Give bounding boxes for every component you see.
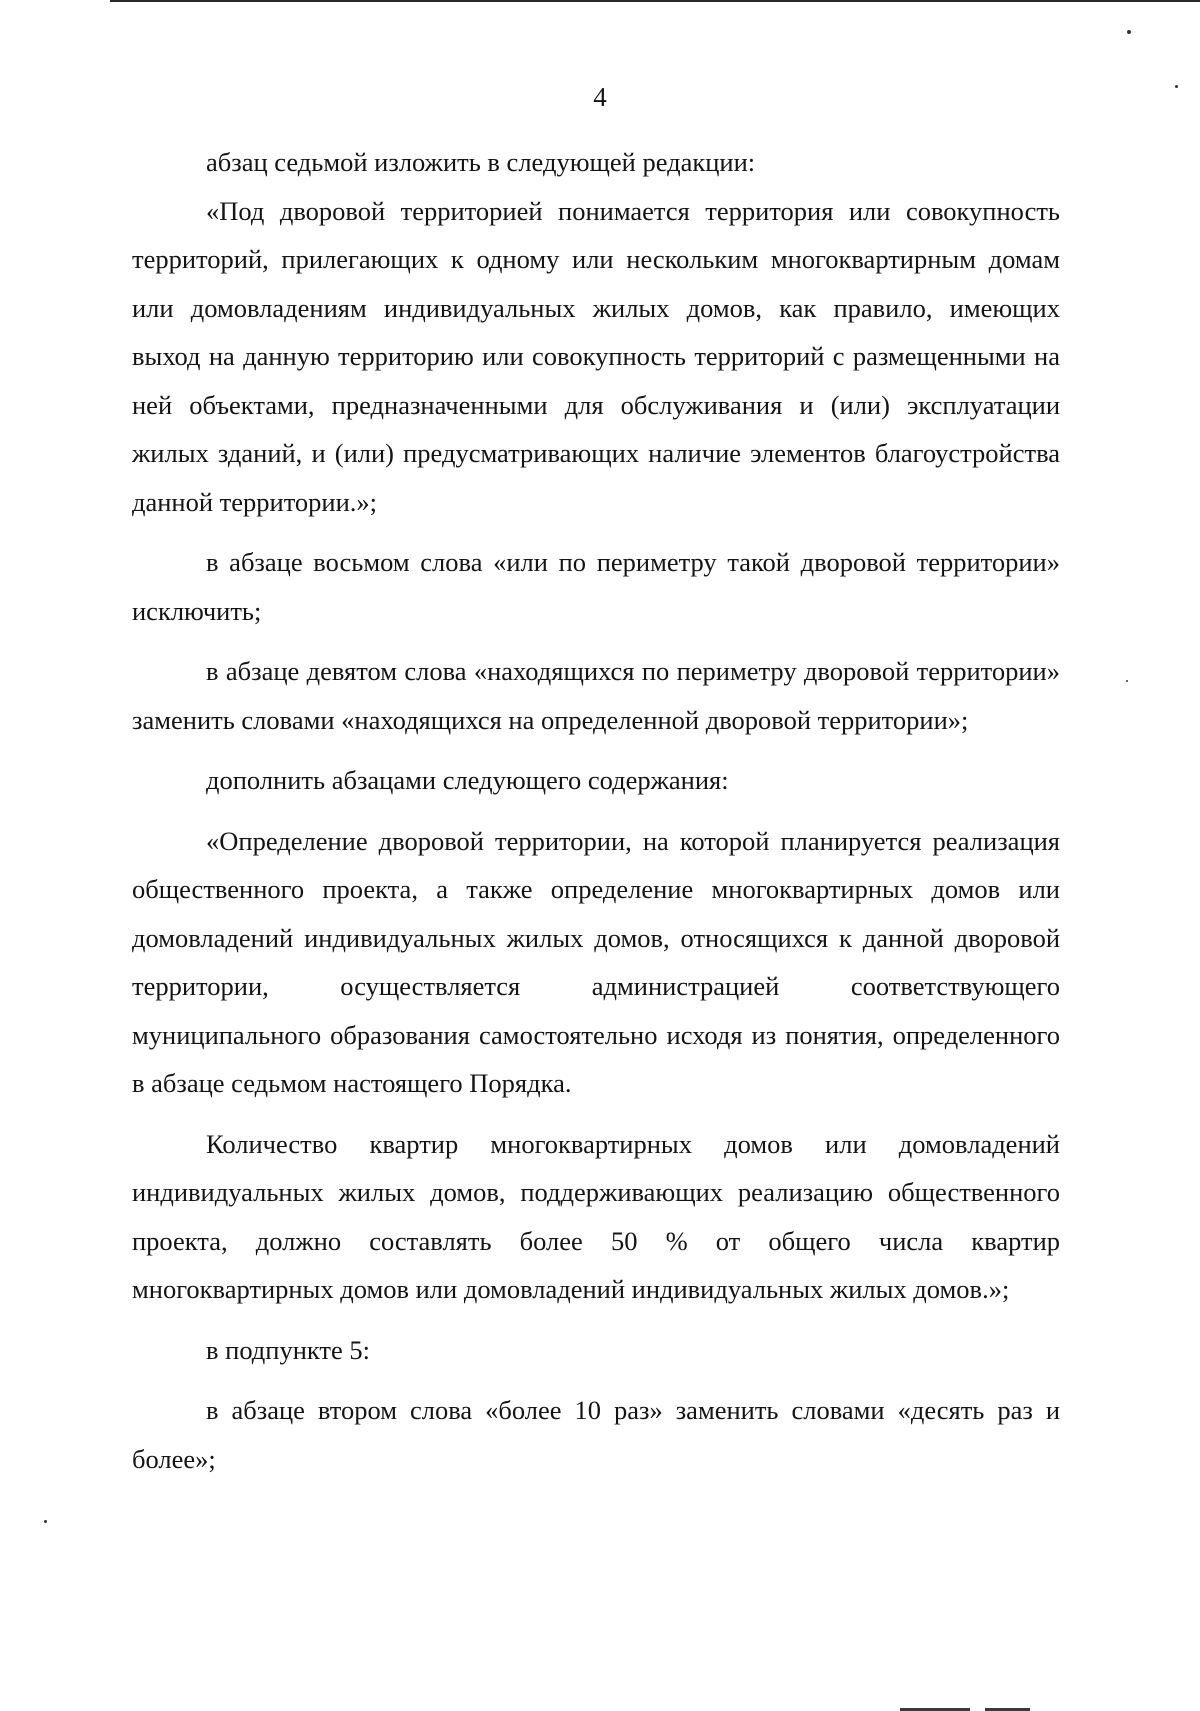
scan-speck — [44, 1520, 47, 1523]
paragraph-7: Количество квартир многоквартирных домов или домовладений индивидуальных жилых домов, поддерживающих реализацию общественного проекта, должно составлять более 50 % от общего числа квартир многоквартирных домов или домовладений индивидуальных жилых домов.»; — [132, 1128, 1060, 1304]
scan-speck — [1175, 85, 1178, 88]
paragraph-5: дополнить абзацами следующего содержания: — [206, 765, 729, 795]
scan-speck — [1126, 680, 1128, 682]
document-body — [132, 138, 1060, 1483]
paragraph-8: в подпункте 5: — [206, 1334, 371, 1365]
paragraph-9: в абзаце втором слова «более 10 раз» заменить словами «десять раз и более»; — [132, 1395, 1060, 1474]
paragraph-2: «Под дворовой территорией понимается территория или совокупность территорий, прилегающих к одному или нескольким многоквартирным домам или домовладениям индивидуальных жилых домов, как правило, имеющих выход на данную территорию или совокупность территорий с размещенными на ней объектами, предназначенными для обслуживания и (или) эксплуатации жилых зданий, и (или) предусматривающих наличие элементов благоустройства данной территории.»; — [132, 195, 1060, 517]
paragraph-3: в абзаце восьмом слова «или по периметру такой дворовой территории» исключить; — [132, 547, 1060, 626]
paragraph-1: абзац седьмой изложить в следующей редакции: — [206, 147, 756, 177]
top-edge-rule — [110, 0, 1200, 2]
paragraph-6: «Определение дворовой территории, на которой планируется реализация общественного проекта, а также определение многоквартирных домов или домовладений индивидуальных жилых домов, относящихся к данной дворовой территории, осуществляется администрацией соответствующего муниципального образования самостоятельно исходя из понятия, определенного в абзаце седьмом настоящего Порядка. — [132, 825, 1060, 1098]
paragraph-4: в абзаце девятом слова «находящихся по периметру дворовой территории» заменить словами «находящихся на определенной дворовой территории»; — [132, 656, 1060, 735]
scan-speck — [1127, 30, 1131, 34]
page-number: 4 — [593, 82, 607, 112]
